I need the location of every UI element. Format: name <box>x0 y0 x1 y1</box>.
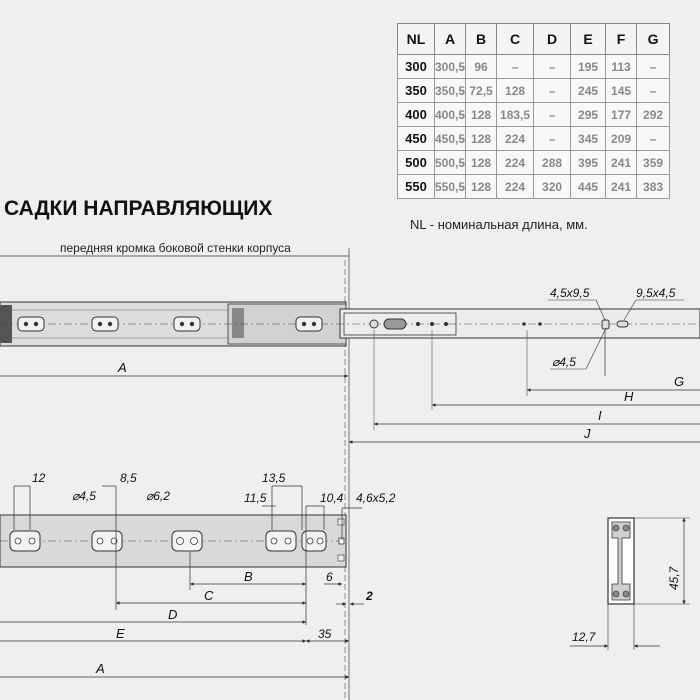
table-cell: 128 <box>466 151 497 175</box>
mount-slot <box>92 317 118 331</box>
nl-cell: 500 <box>398 151 435 175</box>
table-cell: – <box>637 79 670 103</box>
table-cell: – <box>534 103 571 127</box>
dim-4-6x5-2: 4,6x5,2 <box>356 491 396 505</box>
slot-9-5x4-5 <box>617 321 628 327</box>
table-header-f: F <box>606 24 637 55</box>
table-cell: 550,5 <box>435 175 466 199</box>
side-dim-2: 2 <box>366 589 373 603</box>
nl-note: NL - номинальная длина, мм. <box>410 217 588 232</box>
table-cell: 224 <box>497 175 534 199</box>
table-cell: 96 <box>466 55 497 79</box>
side-dim-c: C <box>204 588 214 603</box>
front-edge-label: передняя кромка боковой стенки корпуса <box>60 241 291 255</box>
hole-6-2-label: ⌀6,2 <box>146 489 170 503</box>
table-cell: 295 <box>571 103 606 127</box>
section-height: 45,7 <box>667 566 681 590</box>
table-cell: 350,5 <box>435 79 466 103</box>
table-header-b: B <box>466 24 497 55</box>
table-cell: 450,5 <box>435 127 466 151</box>
dim-8-5: 8,5 <box>120 471 137 485</box>
top-view <box>0 286 700 369</box>
table-cell: 383 <box>637 175 670 199</box>
table-cell: 400,5 <box>435 103 466 127</box>
nl-cell: 400 <box>398 103 435 127</box>
side-dim-b: B <box>244 569 253 584</box>
table-cell: 241 <box>606 151 637 175</box>
section-width: 12,7 <box>572 630 596 644</box>
table-cell: 209 <box>606 127 637 151</box>
table-cell: 195 <box>571 55 606 79</box>
dim-13-5: 13,5 <box>262 471 286 485</box>
table-header-c: C <box>497 24 534 55</box>
top-dim-h: H <box>624 389 634 404</box>
nl-cell: 550 <box>398 175 435 199</box>
slot2-label: 9,5x4,5 <box>636 286 676 300</box>
nl-cell: 300 <box>398 55 435 79</box>
side-view <box>0 515 346 567</box>
table-header-g: G <box>637 24 670 55</box>
table-cell: 145 <box>606 79 637 103</box>
side-dim-35: 35 <box>318 627 332 641</box>
table-cell: – <box>497 55 534 79</box>
side-dim-e: E <box>116 626 125 641</box>
table-cell: 245 <box>571 79 606 103</box>
dim-12: 12 <box>32 471 46 485</box>
table-cell: 113 <box>606 55 637 79</box>
mount-slot <box>18 317 44 331</box>
nl-cell: 450 <box>398 127 435 151</box>
slot-4-5x9-5 <box>602 320 609 329</box>
table-cell: 224 <box>497 151 534 175</box>
table-cell: 128 <box>466 175 497 199</box>
hole-4-5-label: ⌀4,5 <box>72 489 96 503</box>
slot1-label: 4,5x9,5 <box>550 286 590 300</box>
table-cell: 183,5 <box>497 103 534 127</box>
table-cell: 359 <box>637 151 670 175</box>
side-dim-d: D <box>168 607 178 622</box>
top-dim-a: A <box>118 360 127 375</box>
table-cell: 224 <box>497 127 534 151</box>
table-cell: 128 <box>466 127 497 151</box>
table-cell: – <box>534 79 571 103</box>
dim-10-4: 10,4 <box>320 491 344 505</box>
table-cell: 241 <box>606 175 637 199</box>
dim-11-5: 11,5 <box>244 491 267 505</box>
table-cell: – <box>637 127 670 151</box>
mount-slot <box>174 317 200 331</box>
table-cell: 445 <box>571 175 606 199</box>
table-cell: 395 <box>571 151 606 175</box>
table-cell: – <box>534 55 571 79</box>
table-cell: – <box>637 55 670 79</box>
side-dim-6: 6 <box>326 570 333 584</box>
table-header-a: A <box>435 24 466 55</box>
top-dim-i: I <box>598 408 602 423</box>
table-cell: – <box>534 127 571 151</box>
section-title: САДКИ НАПРАВЛЯЮЩИХ <box>4 197 273 220</box>
table-cell: 177 <box>606 103 637 127</box>
table-cell: 345 <box>571 127 606 151</box>
top-dim-g: G <box>674 374 685 389</box>
table-cell: 128 <box>466 103 497 127</box>
table-cell: 300,5 <box>435 55 466 79</box>
table-cell: 500,5 <box>435 151 466 175</box>
top-view-dimensions <box>0 330 700 442</box>
hole-label: ⌀4,5 <box>552 355 576 369</box>
side-dim-a: A <box>96 661 105 676</box>
table-cell: 72,5 <box>466 79 497 103</box>
table-cell: 320 <box>534 175 571 199</box>
table-header-d: D <box>534 24 571 55</box>
table-header-e: E <box>571 24 606 55</box>
table-cell: 128 <box>497 79 534 103</box>
nl-cell: 350 <box>398 79 435 103</box>
table-cell: 288 <box>534 151 571 175</box>
top-dim-j: J <box>584 426 591 441</box>
table-header-nl: NL <box>398 24 435 55</box>
table-cell: 292 <box>637 103 670 127</box>
mount-slot <box>296 317 322 331</box>
